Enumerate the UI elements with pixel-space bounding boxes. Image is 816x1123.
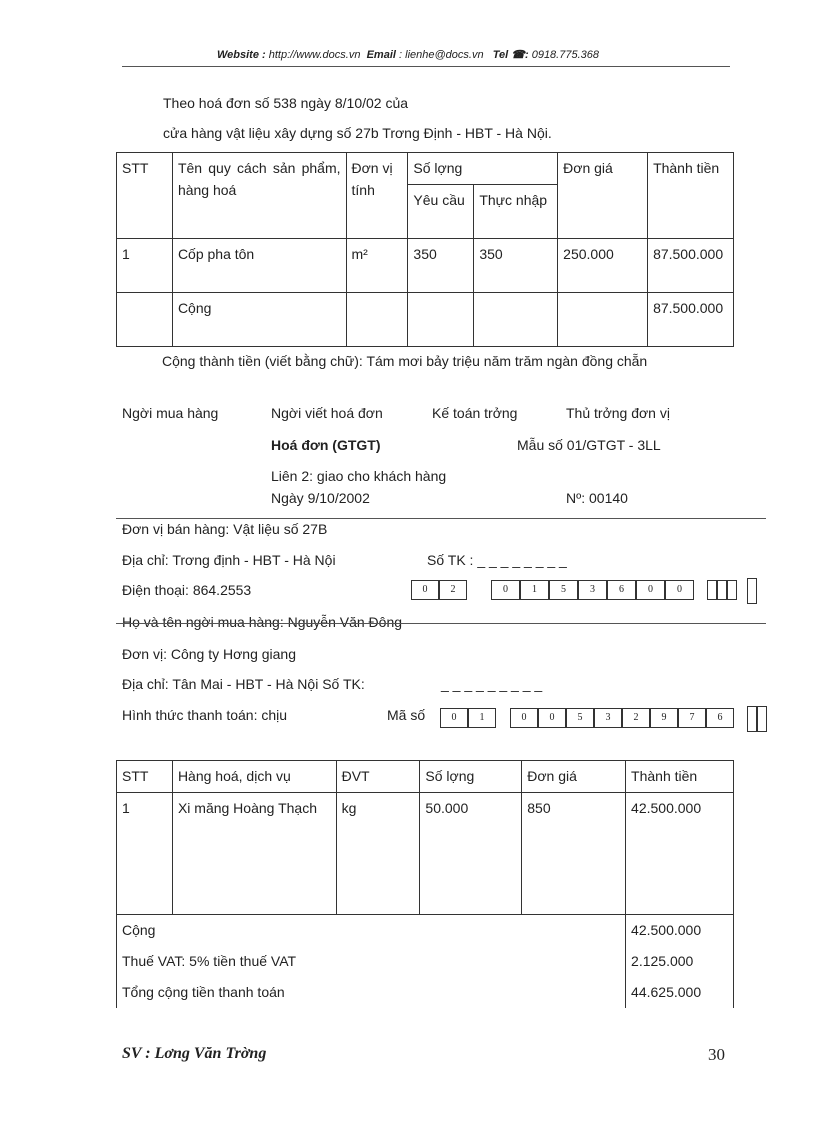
digit-box: 3 <box>594 708 622 728</box>
digit-box: 5 <box>566 708 594 728</box>
cell-vat-value: 2.125.000 <box>626 946 734 977</box>
cell-qty: 50.000 <box>420 793 522 915</box>
digit-box: 6 <box>706 708 734 728</box>
page-header <box>0 48 816 61</box>
strike-divider <box>116 623 766 624</box>
digit-box <box>707 580 717 600</box>
website-label: Website : <box>216 49 266 61</box>
digit-box <box>747 578 757 604</box>
tel-label: Tel ☎: <box>492 49 529 61</box>
col-stt: STT <box>117 761 173 793</box>
buyer-address: Địa chỉ: Tân Mai - HBT - Hà Nội Số TK: <box>122 676 365 692</box>
receipt-table <box>116 152 734 347</box>
cell-grand-value: 44.625.000 <box>626 977 734 1008</box>
cell-req: 350 <box>408 239 474 293</box>
payment-method: Hình thức thanh toán: chịu <box>122 707 288 723</box>
col-total: Thành tiền <box>648 153 734 239</box>
header-rule <box>122 66 730 67</box>
digit-box: 0 <box>491 580 520 600</box>
cell-price: 850 <box>522 793 626 915</box>
invoice-form: Mẫu số 01/GTGT - 3LL <box>517 437 661 453</box>
digit-box: 0 <box>538 708 566 728</box>
cell-unit: m² <box>346 239 408 293</box>
digit-box: 3 <box>578 580 607 600</box>
seller-address: Địa chỉ: Trơng định - HBT - Hà Nội <box>122 552 336 568</box>
col-qty-req: Yêu cầu <box>408 185 474 239</box>
seller-unit: Đơn vị bán hàng: Vật liệu số 27B <box>122 521 328 537</box>
tel-value: 0918.775.368 <box>531 49 599 61</box>
seller-phone: Điện thoại: 864.2553 <box>122 582 252 598</box>
digit-box <box>727 580 737 600</box>
cell-total: 87.500.000 <box>648 239 734 293</box>
invoice-title: Hoá đơn (GTGT) <box>271 437 381 453</box>
cell-stt: 1 <box>117 239 173 293</box>
sig-head: Thủ trởng đơn vị <box>566 405 670 421</box>
col-unit: Đơn vị tính <box>346 153 408 239</box>
buyer-account-blank: _ _ _ _ _ _ _ _ _ <box>441 676 543 692</box>
sig-writer: Ngời viết hoá đơn <box>271 405 383 421</box>
cell-sum-label: Cộng <box>172 293 346 347</box>
table-row <box>117 239 734 293</box>
divider <box>116 518 766 519</box>
invoice-number: Nº: 00140 <box>566 490 628 506</box>
intro-line-2: cửa hàng vật liệu xây dựng số 27b Trơng Định - HBT - Hà Nội. <box>163 125 552 141</box>
digit-box: 0 <box>636 580 665 600</box>
invoice-table <box>116 760 734 1008</box>
cell-empty <box>558 293 648 347</box>
digit-box <box>717 580 727 600</box>
cell-goods: Xi măng Hoàng Thạch <box>172 793 336 915</box>
digit-box: 2 <box>439 580 467 600</box>
cell-empty <box>346 293 408 347</box>
buyer-unit: Đơn vị: Công ty Hơng giang <box>122 646 297 662</box>
col-qty: Số lợng <box>408 153 558 185</box>
intro-line-1: Theo hoá đơn số 538 ngày 8/10/02 của <box>163 95 409 111</box>
col-unit: ĐVT <box>336 761 420 793</box>
invoice-copy: Liên 2: giao cho khách hàng <box>271 468 447 484</box>
cell-grand-label: Tổng cộng tiền thanh toán <box>117 977 626 1008</box>
website-url[interactable]: http://www.docs.vn <box>268 49 361 61</box>
digit-box: 7 <box>678 708 706 728</box>
digit-box: 0 <box>440 708 468 728</box>
digit-box: 0 <box>510 708 538 728</box>
table-header-row <box>117 761 734 793</box>
cell-name: Cốp pha tôn <box>172 239 346 293</box>
sig-accountant: Kế toán trởng <box>432 405 518 421</box>
digit-box <box>757 706 767 732</box>
buyer-name: Họ và tên ngời mua hàng: Nguyễn Văn Đông <box>122 614 403 630</box>
cell-sum-value: 42.500.000 <box>626 915 734 946</box>
table-vat-row <box>117 946 734 977</box>
col-name: Tên quy cách sản phẩm, hàng hoá <box>172 153 346 239</box>
digit-box <box>747 706 757 732</box>
cell-sum-label: Cộng <box>117 915 626 946</box>
cell-vat-label: Thuế VAT: 5% tiền thuế VAT <box>117 946 626 977</box>
table-sum-row <box>117 293 734 347</box>
digit-box: 6 <box>607 580 636 600</box>
table-row <box>117 793 734 915</box>
digit-box: 0 <box>411 580 439 600</box>
sig-buyer: Ngời mua hàng <box>122 405 219 421</box>
table-header-row <box>117 153 734 185</box>
email-value[interactable]: : lienhe@docs.vn <box>399 49 484 61</box>
digit-box: 1 <box>520 580 549 600</box>
col-total: Thành tiền <box>626 761 734 793</box>
table-grand-row <box>117 977 734 1008</box>
cell-stt: 1 <box>117 793 173 915</box>
digit-box: 1 <box>468 708 496 728</box>
digit-box: 0 <box>665 580 694 600</box>
cell-empty <box>474 293 558 347</box>
digit-box: 5 <box>549 580 578 600</box>
cell-actual: 350 <box>474 239 558 293</box>
table-sum-row <box>117 915 734 946</box>
cell-empty <box>408 293 474 347</box>
col-stt: STT <box>117 153 173 239</box>
cell-empty <box>117 293 173 347</box>
col-goods: Hàng hoá, dịch vụ <box>172 761 336 793</box>
col-price: Đơn giá <box>522 761 626 793</box>
invoice-date: Ngày 9/10/2002 <box>271 490 370 506</box>
total-in-words: Cộng thành tiền (viết bằng chữ): Tám mơi bảy triệu năm trăm ngàn đồng chẵn <box>162 353 648 369</box>
col-price: Đơn giá <box>558 153 648 239</box>
col-qty: Số lợng <box>420 761 522 793</box>
buyer-tax-label: Mã số <box>387 707 426 723</box>
author-signature: SV : Lơng Văn Trờng <box>122 1045 267 1062</box>
cell-price: 250.000 <box>558 239 648 293</box>
cell-total: 42.500.000 <box>626 793 734 915</box>
digit-box: 9 <box>650 708 678 728</box>
seller-account: Số TK : _ _ _ _ _ _ _ _ <box>427 552 567 568</box>
cell-unit: kg <box>336 793 420 915</box>
email-label: Email <box>366 49 396 61</box>
col-qty-actual: Thực nhập <box>474 185 558 239</box>
digit-box: 2 <box>622 708 650 728</box>
cell-sum-total: 87.500.000 <box>648 293 734 347</box>
page-number: 30 <box>708 1045 725 1064</box>
